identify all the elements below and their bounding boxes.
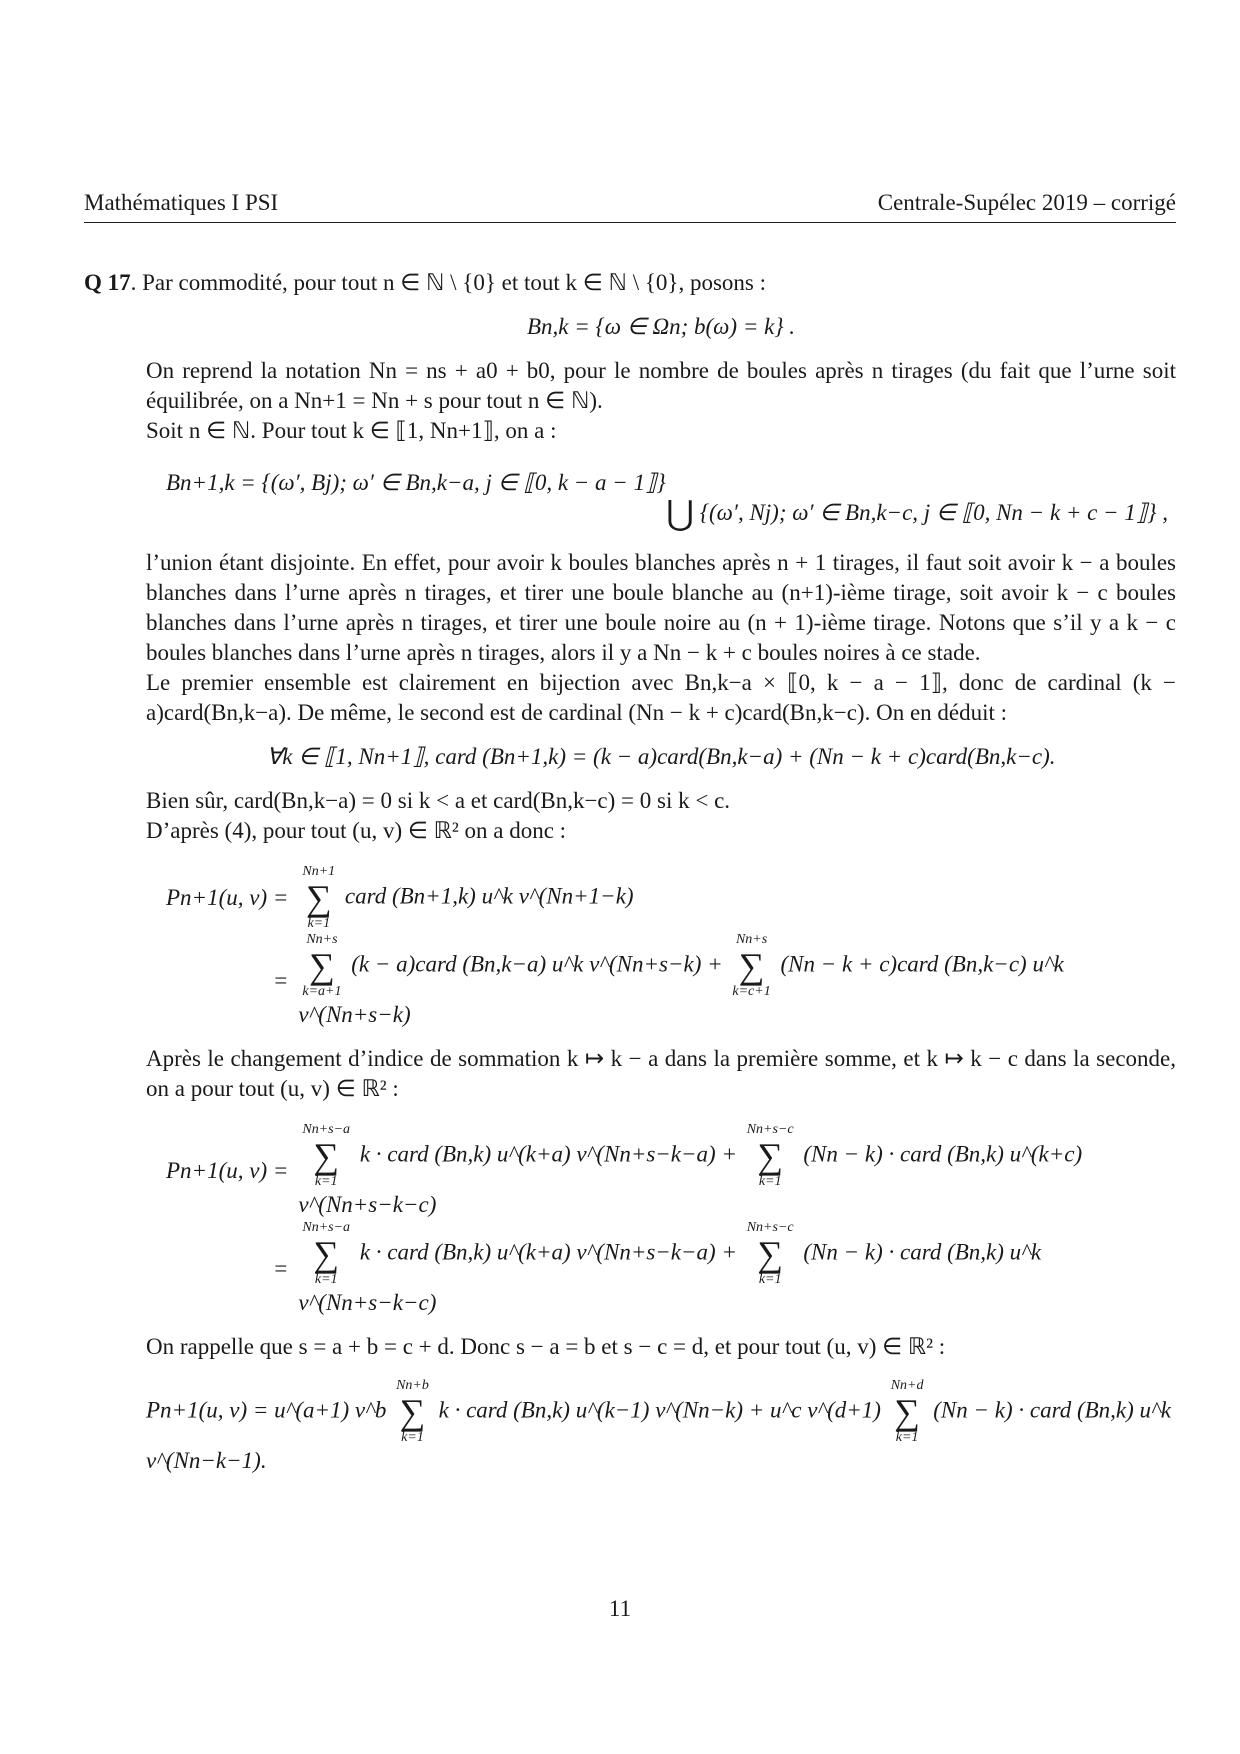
paragraph-soit: Soit n ∈ ℕ. Pour tout k ∈ ⟦1, Nn+1⟧, on a :	[146, 418, 557, 443]
p3-term-2: (Nn − k) · card (Bn,k) u^(k+c) v^(Nn+s−k−c)	[298, 1141, 1083, 1217]
header-left: Mathématiques I PSI	[84, 190, 279, 215]
union-line-1: Bn+1,k = {(ω′, Bj); ω′ ∈ Bn,k−a, j ∈ ⟦0, k − a − 1⟧}	[166, 470, 666, 495]
sum-symbol: Nn+b ∑ k=1	[396, 1377, 429, 1445]
p4-eq: =	[272, 1255, 289, 1281]
sum-symbol: Nn+s ∑ k=a+1	[302, 931, 342, 999]
generating-function-block-1	[146, 864, 1176, 1030]
paragraph-disjoint: l’union étant disjointe. En effet, pour avoir k boules blanches après n + 1 tirages, il faut soit avoir k − a boules blanches dans l’urne après n tirages, et tirer une boule blanche au (n+1)-ième tirage, soit avoir k − c boules blanches dans l’urne après n tirages, et tirer une boule noire au (n + 1)-ième tirage. Notons que s’il y a k − c boules blanches dans l’urne après n tirages, alors il y a Nn − k + c boules noires à ce stade.	[146, 549, 1176, 665]
page-number: 11	[608, 1596, 632, 1621]
final-equation	[146, 1378, 1176, 1476]
p5-term-1: k · card (Bn,k) u^(k−1) v^(Nn−k) + u^c v^(d+1)	[438, 1397, 881, 1422]
sum-symbol: Nn+s−c ∑ k=1	[746, 1121, 794, 1189]
p3-term-1: k · card (Bn,k) u^(k+a) v^(Nn+s−k−a) +	[359, 1141, 737, 1166]
paragraph-rappel: On rappelle que s = a + b = c + d. Donc s − a = b et s − c = d, et pour tout (u, v) ∈ ℝ² :	[146, 1333, 946, 1359]
p4-term-1: k · card (Bn,k) u^(k+a) v^(Nn+s−k−a) +	[359, 1239, 737, 1264]
p1-term: card (Bn+1,k) u^k v^(Nn+1−k)	[344, 883, 634, 908]
paragraph-dapres: D’après (4), pour tout (u, v) ∈ ℝ² on a donc :	[146, 817, 567, 843]
running-header	[84, 190, 1176, 223]
p2-eq: =	[272, 967, 289, 993]
question-intro: Q 17. Par commodité, pour tout n ∈ ℕ \ {0} et tout k ∈ ℕ \ {0}, posons :	[84, 270, 766, 295]
p2-term-2: (Nn − k + c)card (Bn,k−c) u^k v^(Nn+s−k)	[298, 951, 1064, 1027]
paragraph-bien-sur: Bien sûr, card(Bn,k−a) = 0 si k < a et card(Bn,k−c) = 0 si k < c.	[146, 787, 731, 813]
intro-text: Par commodité, pour tout n ∈ ℕ \ {0} et tout k ∈ ℕ \ {0}, posons :	[142, 270, 766, 295]
paragraph-bijection: Le premier ensemble est clairement en bijection avec Bn,k−a × ⟦0, k − a − 1⟧, donc de cardinal (k − a)card(Bn,k−a). De même, le second est de cardinal (Nn − k + c)card(Bn,k−c). On en déduit :	[146, 669, 1176, 725]
bigcup-symbol: ⋃	[666, 495, 695, 533]
generating-function-block-2	[146, 1122, 1176, 1318]
paragraph-notation: On reprend la notation Nn = ns + a0 + b0, pour le nombre de boules après n tirages (du fait que l’urne soit équilibrée, on a Nn+1 = Nn + s pour tout n ∈ ℕ).	[146, 358, 1176, 413]
sum-symbol: Nn+s−a ∑ k=1	[302, 1219, 351, 1287]
union-equation	[146, 468, 1176, 533]
union-line-2-wrap	[146, 495, 1176, 533]
cardinal-equation: ∀k ∈ ⟦1, Nn+1⟧, card (Bn+1,k) = (k − a)card(Bn,k−a) + (Nn − k + c)card(Bn,k−c).	[266, 743, 1056, 769]
p3-lhs: Pn+1(u, v) =	[166, 1157, 289, 1183]
sum-symbol: Nn+d ∑ k=1	[890, 1377, 924, 1445]
sum-symbol: Nn+s−a ∑ k=1	[302, 1121, 351, 1189]
definition-equation: Bn,k = {ω ∈ Ωn; b(ω) = k} .	[526, 314, 796, 339]
sum-symbol: Nn+s ∑ k=c+1	[732, 931, 771, 999]
header-right: Centrale-Supélec 2019 – corrigé	[877, 190, 1176, 215]
sum-symbol: Nn+s−c ∑ k=1	[746, 1219, 794, 1287]
question-label: Q 17	[84, 270, 131, 295]
paragraph-changement: Après le changement d’indice de sommation k ↦ k − a dans la première somme, et k ↦ k − c dans la seconde, on a pour tout (u, v) ∈ ℝ² :	[146, 1045, 1176, 1101]
p4-term-2: (Nn − k) · card (Bn,k) u^k v^(Nn+s−k−c)	[298, 1239, 1042, 1315]
p2-term-1: (k − a)card (Bn,k−a) u^k v^(Nn+s−k) +	[351, 951, 723, 976]
sum-symbol: Nn+1 ∑ k=1	[302, 863, 336, 931]
p5-lhs: Pn+1(u, v) = u^(a+1) v^b	[146, 1397, 387, 1422]
p5-term-2: (Nn − k) · card (Bn,k) u^k v^(Nn−k−1).	[146, 1397, 1171, 1473]
union-line-2: {(ω′, Nj); ω′ ∈ Bn,k−c, j ∈ ⟦0, Nn − k + c − 1⟧} ,	[699, 500, 1168, 525]
p1-lhs: Pn+1(u, v) =	[166, 884, 289, 910]
question-body	[84, 268, 1176, 1490]
